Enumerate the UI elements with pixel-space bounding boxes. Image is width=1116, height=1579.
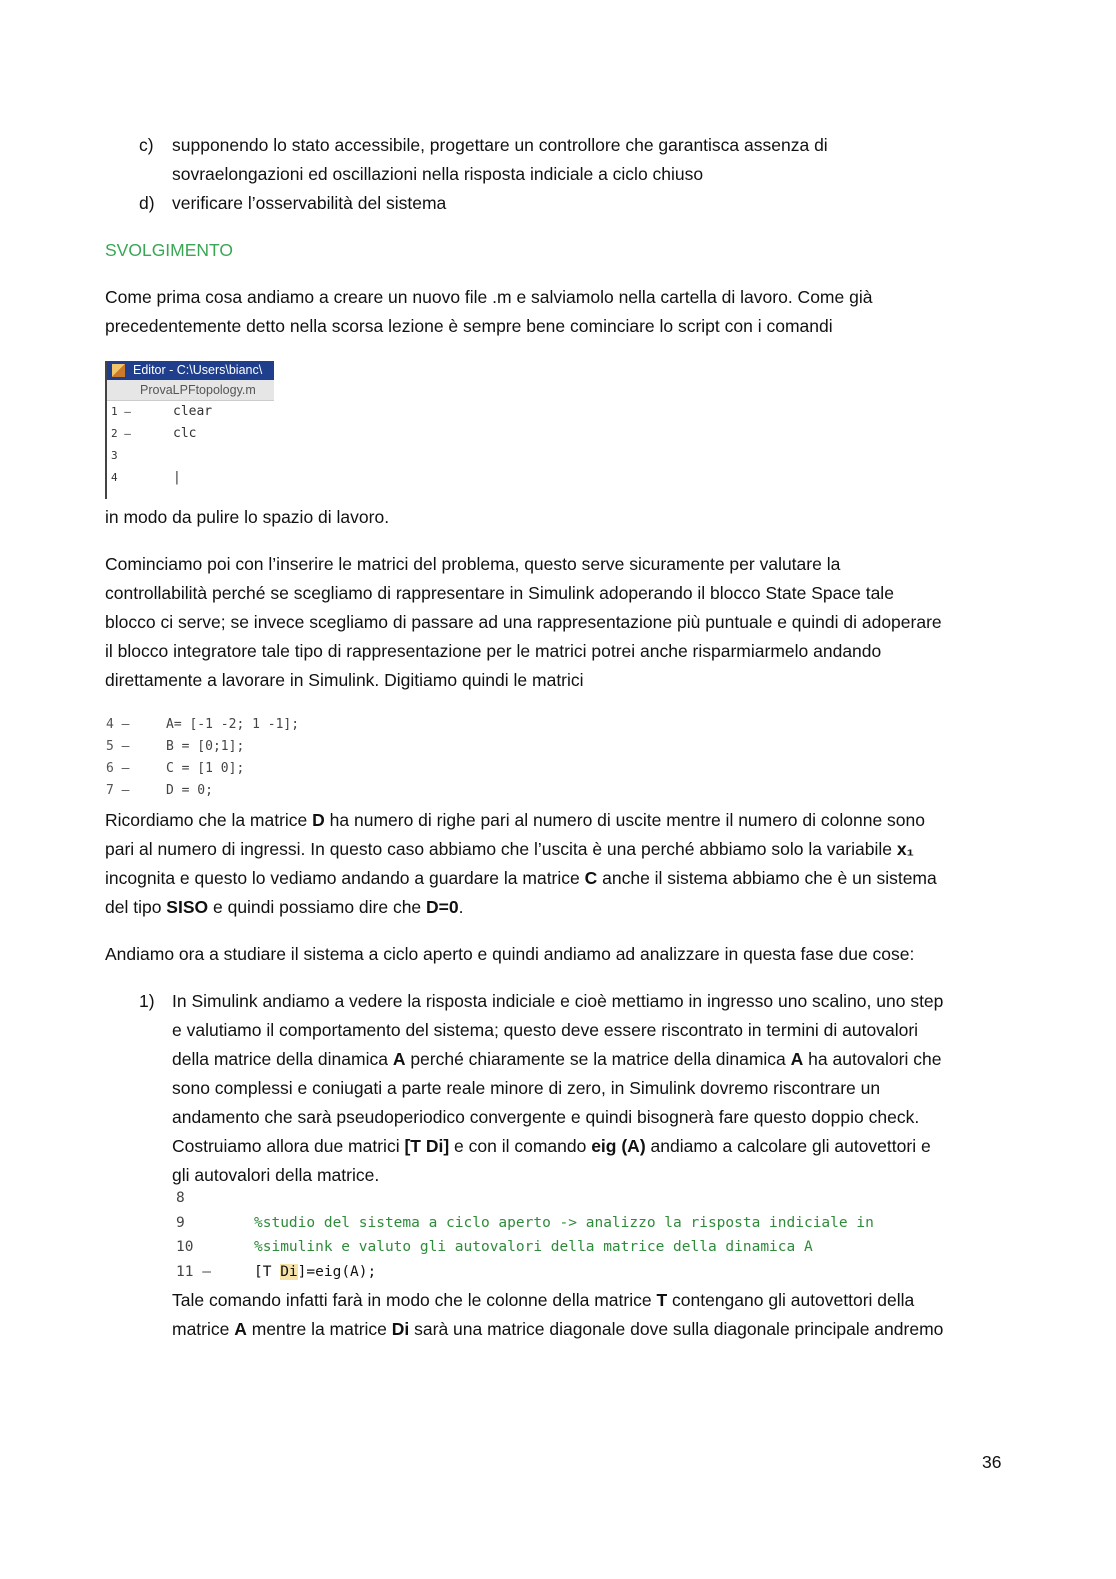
text-line	[105, 608, 942, 637]
bold-text: D=0	[426, 897, 459, 917]
code-line	[106, 780, 299, 802]
text-line	[105, 550, 942, 579]
text-segment: incognita e questo lo vediamo andando a guardare la matrice	[105, 868, 585, 888]
line-number: 4	[111, 471, 118, 484]
editor-title: Editor - C:\Users\bianc\	[133, 363, 263, 377]
editor-title-bar	[107, 361, 274, 380]
paragraph-eig-explanation	[172, 1286, 943, 1344]
text-line	[172, 131, 828, 160]
bold-text: A	[790, 1049, 804, 1069]
editor-pencil-icon	[112, 364, 125, 377]
bold-text: SISO	[166, 897, 209, 917]
bold-text: A	[392, 1049, 406, 1069]
paragraph-matrices	[105, 550, 942, 695]
code-line	[107, 445, 274, 467]
text-line	[105, 503, 389, 532]
code-line	[106, 714, 299, 736]
code-text	[254, 1260, 376, 1285]
line-number: 8	[176, 1190, 185, 1206]
text-segment: e con il comando	[449, 1136, 592, 1156]
text-segment: e quindi possiamo dire che	[208, 897, 427, 917]
text-segment: in modo da pulire lo spazio di lavoro.	[105, 507, 390, 527]
text-segment: direttamente a lavorare in Simulink. Digitiamo quindi le matrici	[105, 670, 584, 690]
code-text: clear	[173, 404, 213, 419]
line-number: 2 –	[111, 427, 131, 440]
text-segment: Tale comando infatti farà in modo che le colonne della matrice	[172, 1290, 657, 1310]
text-segment: matrice	[172, 1319, 235, 1339]
line-number: 3	[111, 449, 118, 462]
text-segment: andiamo a calcolare gli autovettori e	[645, 1136, 931, 1156]
code-text: |	[173, 470, 181, 485]
code-line	[107, 401, 274, 423]
code-line	[107, 423, 274, 445]
text-segment: mentre la matrice	[246, 1319, 392, 1339]
text-line	[105, 666, 942, 695]
bold-text: Di	[391, 1319, 410, 1339]
code-text: D = 0;	[166, 783, 213, 798]
text-line	[172, 189, 446, 218]
list-item-1	[172, 987, 943, 1190]
text-line	[105, 864, 937, 893]
text-line	[105, 940, 914, 969]
editor-tab: ProvaLPFtopology.m	[107, 380, 274, 401]
line-number: 5 –	[106, 739, 130, 754]
text-line	[172, 1016, 943, 1045]
code-text: A= [-1 -2; 1 -1];	[166, 717, 300, 732]
text-segment: precedentemente detto nella scorsa lezione è sempre bene cominciare lo script con i comandi	[105, 316, 833, 336]
text-line	[172, 1045, 943, 1074]
highlighted-variable: Di	[280, 1263, 298, 1280]
list-item-d	[172, 189, 446, 218]
text-segment: sarà una matrice diagonale dove sulla diagonale principale andremo	[409, 1319, 944, 1339]
code-line	[106, 736, 299, 758]
paragraph-matrix-d	[105, 806, 937, 922]
text-segment: il blocco integratore tale tipo di rappresentazione per le matrici potrei anche risparmiarmelo andando	[105, 641, 882, 661]
text-segment: blocco ci serve; se invece scegliamo di passare ad una rappresentazione più puntuale e quindi di adoperare	[105, 612, 942, 632]
text-segment: sovraelongazioni ed oscillazioni nella risposta indiciale a ciclo chiuso	[172, 164, 704, 184]
code-line	[106, 758, 299, 780]
code-line	[172, 1211, 874, 1236]
text-segment: pari al numero di ingressi. In questo caso abbiamo che l’uscita è una perché abbiamo solo la variabile	[105, 839, 897, 859]
bold-text: eig (A)	[591, 1136, 646, 1156]
line-number: 11 –	[176, 1263, 211, 1280]
line-number: 10	[176, 1239, 194, 1255]
code-eig	[172, 1186, 874, 1284]
bold-text: D	[312, 810, 325, 830]
bold-text: T	[656, 1290, 668, 1310]
paragraph-intro	[105, 283, 872, 341]
code-line	[172, 1260, 874, 1285]
text-segment: verificare l’osservabilità del sistema	[172, 193, 447, 213]
code-line	[107, 467, 274, 489]
text-line	[172, 160, 828, 189]
text-segment: sono complessi e coniugati a parte reale minore di zero, in Simulink dovremo riscontrare un	[172, 1078, 881, 1098]
text-segment: ha numero di righe pari al numero di uscite mentre il numero di colonne sono	[324, 810, 925, 830]
code-text: %studio del sistema a ciclo aperto -> analizzo la risposta indiciale in	[254, 1214, 874, 1231]
text-line	[172, 1286, 943, 1315]
text-segment: e valutiamo il comportamento del sistema; questo deve essere riscontrato in termini di autovalori	[172, 1020, 919, 1040]
text-segment: del tipo	[105, 897, 167, 917]
code-text: B = [0;1];	[166, 739, 245, 754]
text-segment: andamento che sarà pseudoperiodico convergente e quindi bisognerà fare questo doppio check.	[172, 1107, 920, 1127]
text-line	[172, 1132, 943, 1161]
section-heading: SVOLGIMENTO	[105, 240, 234, 260]
list-item-c	[172, 131, 828, 189]
list-marker-d: d)	[139, 193, 155, 213]
text-segment: Cominciamo poi con l’inserire le matrici del problema, questo serve sicuramente per valutare la	[105, 554, 841, 574]
bold-text: A	[234, 1319, 247, 1339]
text-segment: Come prima cosa andiamo a creare un nuovo file .m e salviamolo nella cartella di lavoro. Come già	[105, 287, 873, 307]
code-line	[172, 1235, 874, 1260]
text-line	[105, 312, 872, 341]
text-line	[172, 987, 943, 1016]
text-segment: contengano gli autovettori della	[667, 1290, 915, 1310]
text-segment: della matrice della dinamica	[172, 1049, 393, 1069]
text-line	[172, 1315, 943, 1344]
line-number: 6 –	[106, 761, 130, 776]
code-matrices	[106, 714, 299, 802]
text-segment: .	[458, 897, 464, 917]
text-segment: anche il sistema abbiamo che è un sistema	[597, 868, 937, 888]
line-number: 4 –	[106, 717, 130, 732]
text-segment: gli autovalori della matrice.	[172, 1165, 380, 1185]
text-segment: Costruiamo allora due matrici	[172, 1136, 405, 1156]
code-text: [T	[254, 1263, 281, 1280]
text-segment: ha autovalori che	[803, 1049, 942, 1069]
matlab-editor-screenshot	[105, 361, 274, 499]
code-text: clc	[173, 426, 197, 441]
text-segment: In Simulink andiamo a vedere la risposta indiciale e cioè mettiamo in ingresso uno scalino, uno step	[172, 991, 944, 1011]
line-number: 1 –	[111, 405, 131, 418]
code-text: %simulink e valuto gli autovalori della matrice della dinamica A	[254, 1239, 813, 1255]
paragraph-open-loop	[105, 940, 914, 969]
text-segment: Andiamo ora a studiare il sistema a ciclo aperto e quindi andiamo ad analizzare in questa fase due cose:	[105, 944, 915, 964]
bold-text: [T Di]	[404, 1136, 450, 1156]
text-line	[172, 1074, 943, 1103]
text-line	[172, 1103, 943, 1132]
list-marker-c: c)	[139, 135, 154, 155]
bold-text: C	[584, 868, 598, 888]
editor-code	[107, 401, 274, 489]
paragraph-clear-workspace	[105, 503, 389, 532]
text-line	[105, 893, 937, 922]
text-line	[105, 637, 942, 666]
page-number: 36	[982, 1452, 1002, 1472]
code-line	[172, 1186, 874, 1211]
text-line	[105, 579, 942, 608]
line-number: 7 –	[106, 783, 130, 798]
bold-text: x₁	[896, 839, 914, 859]
text-segment: supponendo lo stato accessibile, progettare un controllore che garantisca assenza di	[172, 135, 828, 155]
list-marker-1: 1)	[139, 991, 155, 1011]
code-text: ]=eig(A);	[297, 1263, 377, 1280]
text-segment: controllabilità perché se scegliamo di rappresentare in Simulink adoperando il blocco State Space tale	[105, 583, 894, 603]
text-segment: perché chiaramente se la matrice della dinamica	[405, 1049, 791, 1069]
text-line	[105, 835, 937, 864]
text-line	[105, 283, 872, 312]
text-segment: Ricordiamo che la matrice	[105, 810, 313, 830]
code-text: C = [1 0];	[166, 761, 245, 776]
text-line	[105, 806, 937, 835]
line-number: 9	[176, 1214, 185, 1231]
